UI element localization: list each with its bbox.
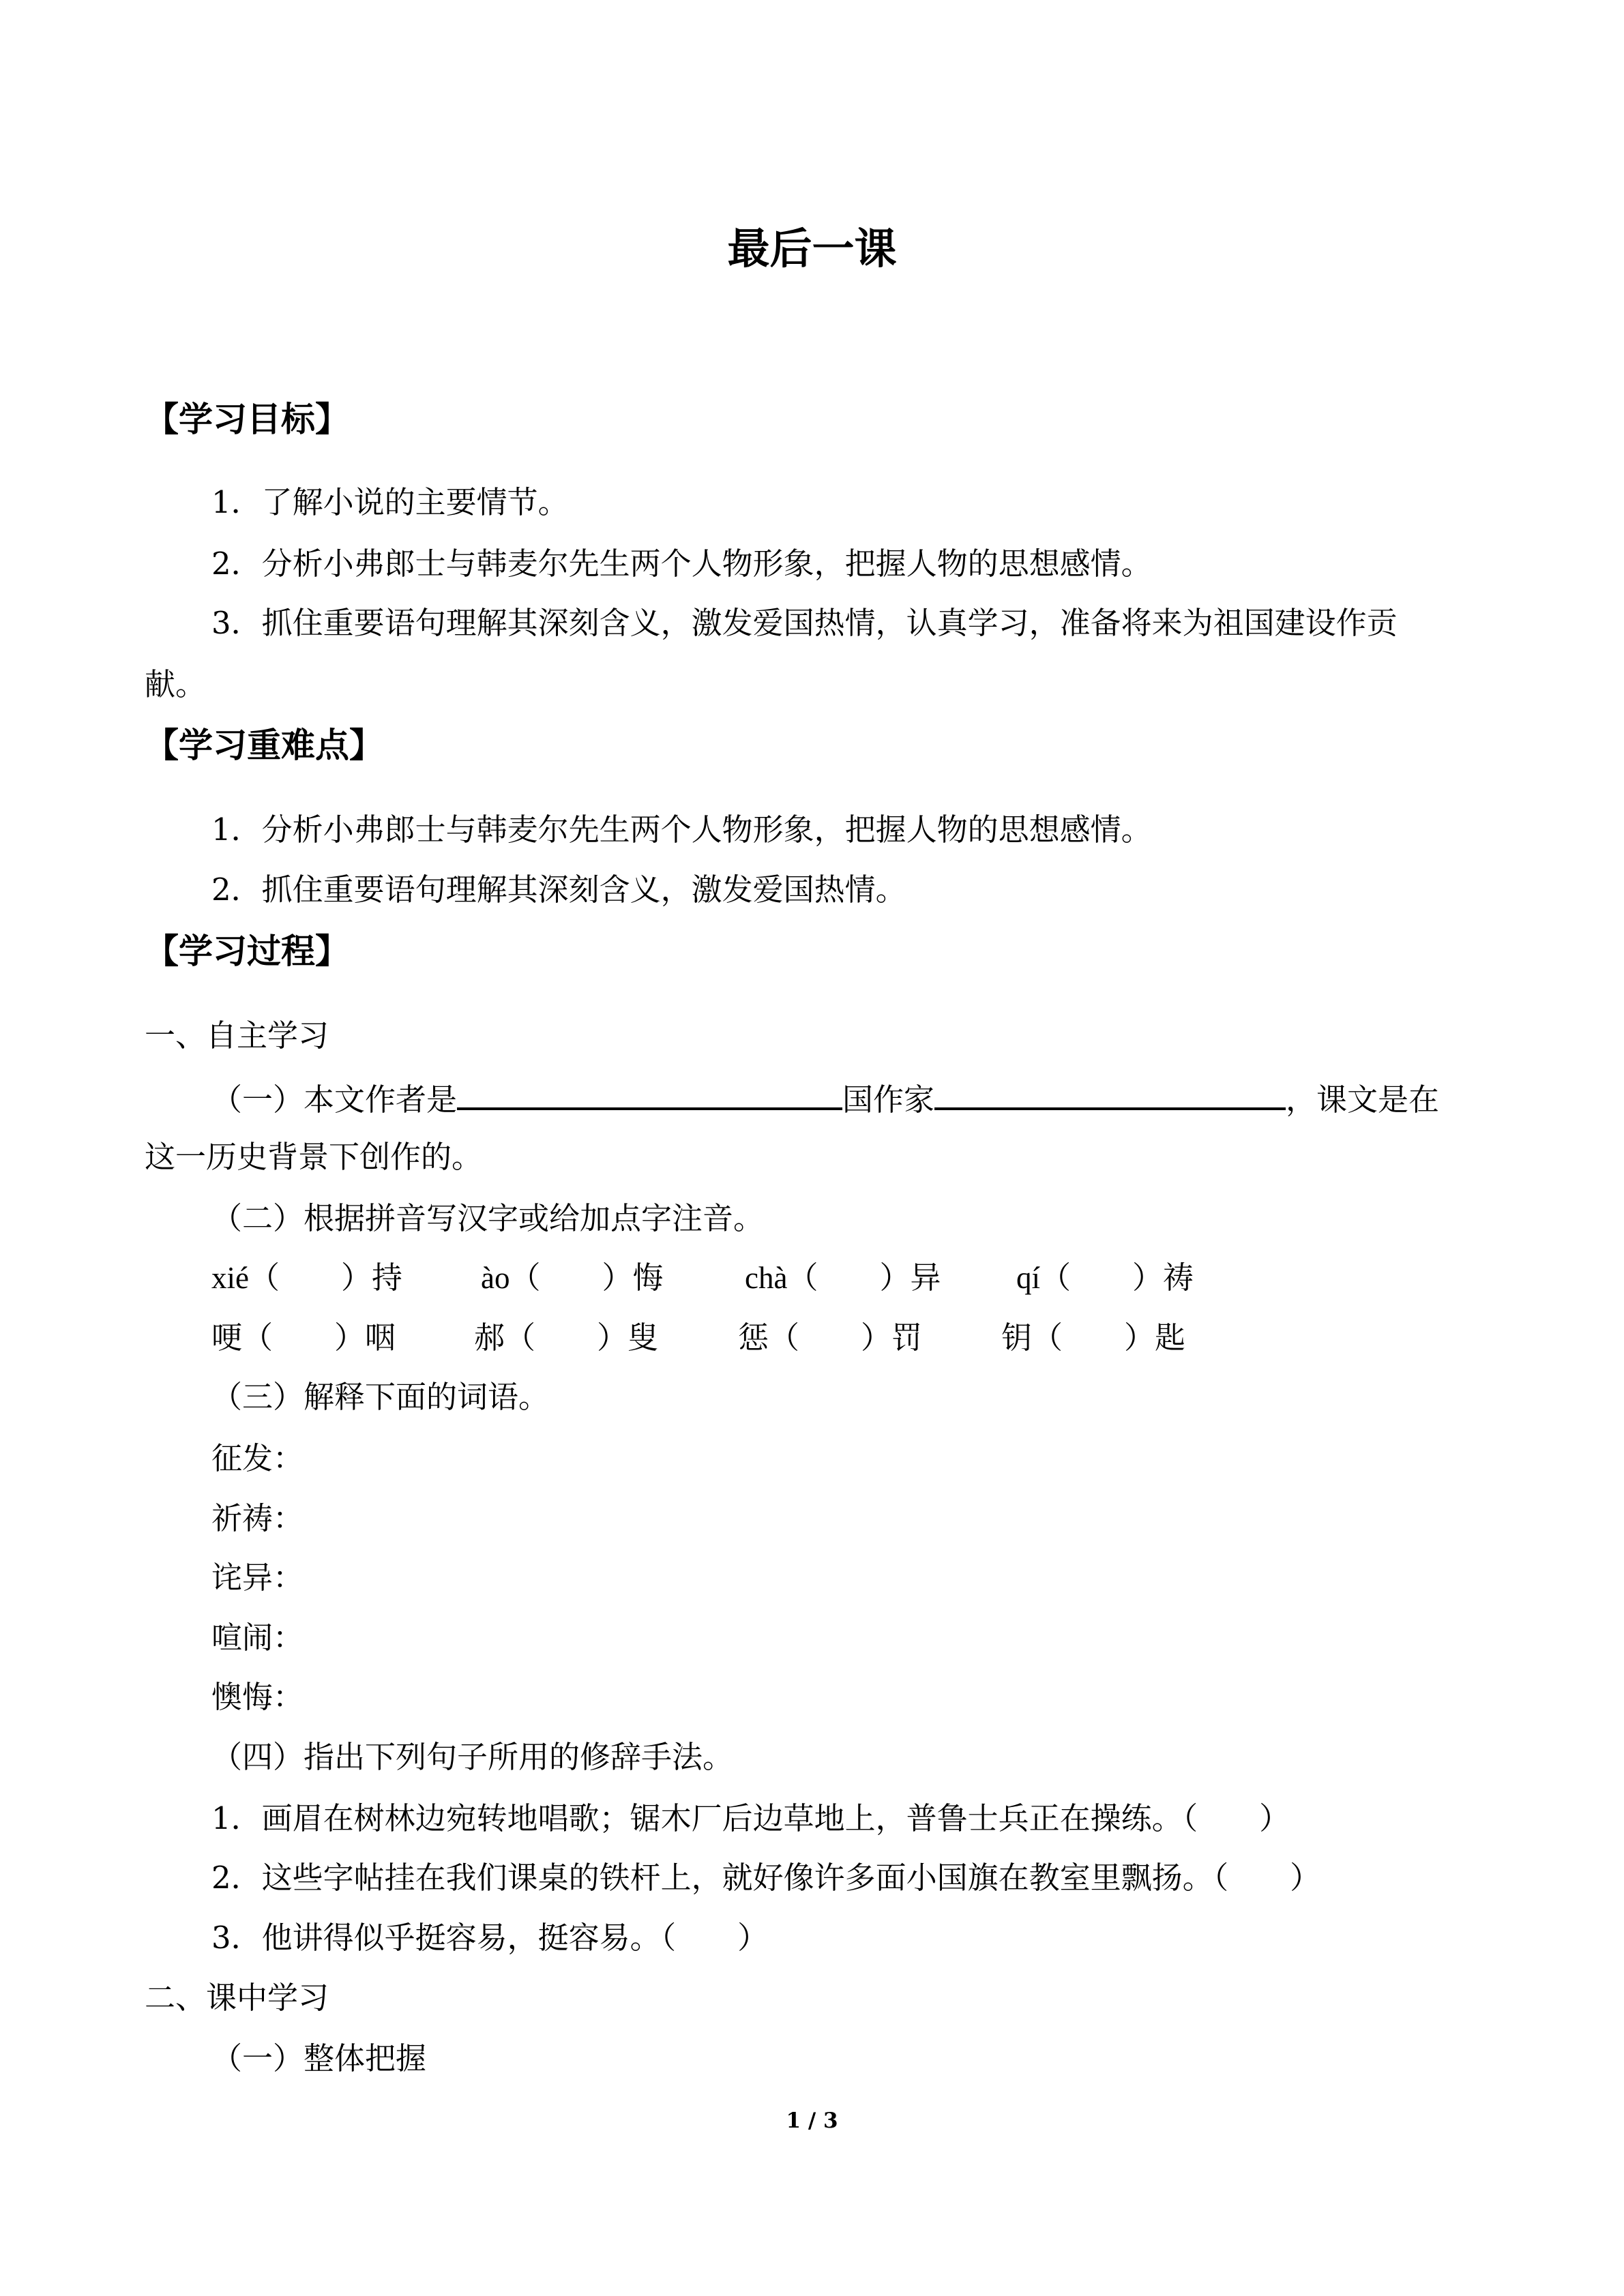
annotate-item: 哽（ ）咽 xyxy=(211,1320,396,1356)
question-1-prefix: （一）本文作者是 xyxy=(211,1082,458,1118)
annotate-item: 郝（ ）叟 xyxy=(474,1320,659,1356)
section-heading-objectives: 【学习目标】 xyxy=(145,399,349,439)
question-1-suffix: ，课文是在 xyxy=(1286,1082,1440,1118)
question-1 xyxy=(211,1072,1439,1119)
section-heading-key-points: 【学习重难点】 xyxy=(145,725,383,765)
pinyin-item: ào（ ）悔 xyxy=(481,1259,664,1296)
term-item: 征发： xyxy=(211,1440,304,1476)
pinyin-item: chà（ ）异 xyxy=(745,1259,941,1296)
rhetoric-item-2: 2．这些字帖挂在我们课桌的铁杆上，就好像许多面小国旗在教室里飘扬。（ ） xyxy=(211,1860,1321,1896)
author-name-blank[interactable] xyxy=(457,1072,842,1110)
annotate-item: 钥（ ）匙 xyxy=(1001,1320,1186,1356)
part2-title: 二、课中学习 xyxy=(145,1980,329,2016)
question-1-continued: 这一历史背景下创作的。 xyxy=(145,1139,483,1175)
objective-item-3: 3．抓住重要语句理解其深刻含义，激发爱国热情，认真学习，准备将来为祖国建设作贡 xyxy=(211,605,1398,641)
rhetoric-item-3: 3．他讲得似乎挺容易，挺容易。（ ） xyxy=(211,1920,769,1956)
part2-subtitle-1: （一）整体把握 xyxy=(211,2040,427,2076)
question-1-mid: 国作家 xyxy=(842,1082,935,1118)
term-item: 祈祷： xyxy=(211,1500,304,1536)
term-item: 懊悔： xyxy=(211,1679,304,1715)
page-number: 1 / 3 xyxy=(786,2108,838,2133)
key-point-item-1: 1．分析小弗郎士与韩麦尔先生两个人物形象，把握人物的思想感情。 xyxy=(211,811,1152,848)
objective-item-3-continued: 献。 xyxy=(145,666,207,702)
rhetoric-item-1: 1．画眉在树林边宛转地唱歌；锯木厂后边草地上，普鲁士兵正在操练。（ ） xyxy=(211,1800,1290,1836)
pinyin-item: qí（ ）祷 xyxy=(1016,1259,1194,1296)
part1-title: 一、自主学习 xyxy=(145,1017,329,1054)
document-title: 最后一课 xyxy=(727,224,897,273)
question-3-title: （三）解释下面的词语。 xyxy=(211,1379,550,1415)
term-item: 喧闹： xyxy=(211,1620,304,1656)
objective-item-2: 2．分析小弗郎士与韩麦尔先生两个人物形象，把握人物的思想感情。 xyxy=(211,546,1152,582)
question-2-title: （二）根据拼音写汉字或给加点字注音。 xyxy=(211,1200,765,1236)
section-heading-process: 【学习过程】 xyxy=(145,931,349,971)
annotate-item: 惩（ ）罚 xyxy=(738,1320,923,1356)
pinyin-item: xié（ ）持 xyxy=(211,1259,403,1296)
question-4-title: （四）指出下列句子所用的修辞手法。 xyxy=(211,1739,734,1775)
term-item: 诧异： xyxy=(211,1560,304,1596)
key-point-item-2: 2．抓住重要语句理解其深刻含义，激发爱国热情。 xyxy=(211,871,906,908)
author-nationality-blank[interactable] xyxy=(934,1072,1286,1110)
objective-item-1: 1．了解小说的主要情节。 xyxy=(211,484,569,520)
